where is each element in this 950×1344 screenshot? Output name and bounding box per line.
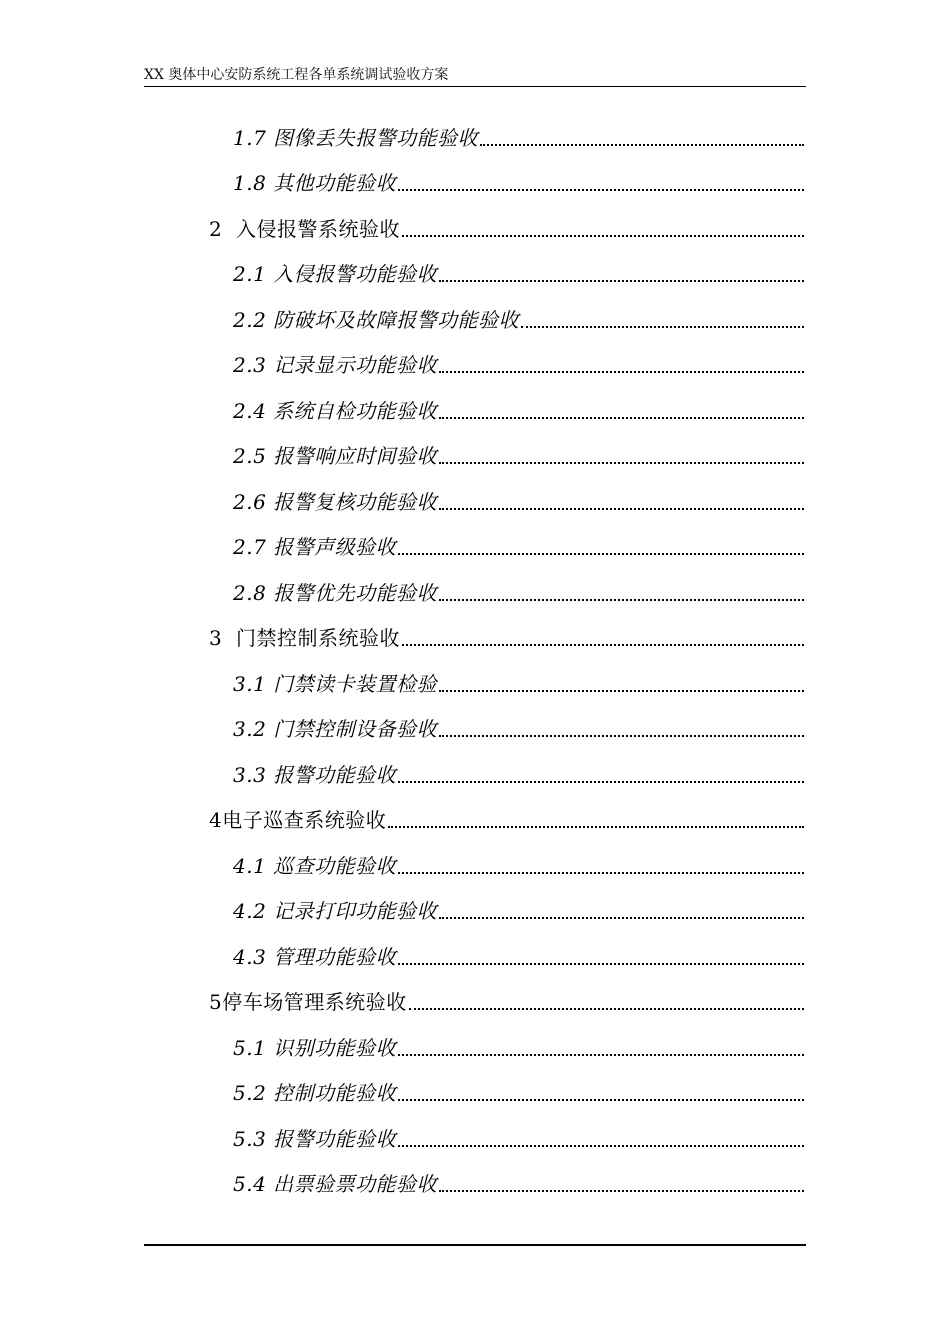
toc-dot-leader [398, 781, 804, 783]
toc-entry-text: 报警复核功能验收 [273, 489, 438, 514]
toc-entry-title [209, 806, 386, 834]
toc-entry-number: 4 [209, 808, 223, 833]
toc-entry-number: 2.8 [233, 580, 267, 605]
toc-entry-number: 2.4 [233, 398, 267, 423]
toc-entry[interactable] [0, 798, 804, 844]
toc-entry-number: 3 [209, 626, 223, 651]
toc-entry[interactable] [0, 1071, 804, 1117]
toc-dot-leader [398, 189, 804, 191]
toc-entry-number: 1.7 [233, 125, 267, 150]
toc-entry-title [209, 215, 400, 243]
toc-entry[interactable] [0, 1025, 804, 1071]
toc-entry-title [209, 624, 400, 652]
toc-entry-number: 5.4 [233, 1172, 267, 1197]
toc-dot-leader [398, 963, 804, 965]
toc-dot-leader [439, 417, 804, 419]
toc-entry-title [233, 579, 437, 607]
toc-entry[interactable] [0, 434, 804, 480]
toc-entry-number: 2.7 [233, 535, 267, 560]
toc-entry-number: 3.2 [233, 717, 267, 742]
toc-entry-text: 报警功能验收 [273, 1126, 397, 1151]
header-divider [144, 86, 806, 87]
page-header-title: XX 奥体中心安防系统工程各单系统调试验收方案 [144, 67, 449, 83]
toc-entry-title [233, 1034, 396, 1062]
toc-entry[interactable] [0, 752, 804, 798]
toc-entry[interactable] [0, 252, 804, 298]
toc-entry-title [233, 124, 478, 152]
toc-entry-spacer [222, 626, 236, 650]
footer-divider [144, 1244, 806, 1246]
toc-entry-title [233, 1125, 396, 1153]
toc-entry[interactable] [0, 934, 804, 980]
toc-entry-number: 4.1 [233, 853, 267, 878]
toc-entry[interactable] [0, 980, 804, 1026]
toc-dot-leader [439, 690, 804, 692]
toc-entry-title [233, 670, 437, 698]
toc-entry-text: 图像丢失报警功能验收 [273, 125, 479, 150]
toc-entry-text: 其他功能验收 [273, 171, 397, 196]
toc-entry-text: 门禁读卡装置检验 [273, 671, 438, 696]
toc-dot-leader [439, 599, 804, 601]
toc-entry[interactable] [0, 525, 804, 571]
toc-entry-text: 停车场管理系统验收 [222, 990, 407, 1015]
toc-entry-text: 报警响应时间验收 [273, 444, 438, 469]
toc-entry[interactable] [0, 479, 804, 525]
toc-entry-number: 5.3 [233, 1126, 267, 1151]
toc-entry-number: 4.3 [233, 944, 267, 969]
toc-entry[interactable] [0, 1116, 804, 1162]
toc-entry-text: 报警功能验收 [273, 762, 397, 787]
toc-dot-leader [480, 144, 804, 146]
toc-entry-text: 出票验票功能验收 [273, 1172, 438, 1197]
toc-entry-title [233, 260, 437, 288]
toc-entry-title [233, 897, 437, 925]
toc-entry[interactable] [0, 889, 804, 935]
toc-entry-text: 系统自检功能验收 [273, 398, 438, 423]
toc-entry-number: 2.2 [233, 307, 267, 332]
toc-entry-title [233, 533, 396, 561]
toc-dot-leader [398, 1099, 804, 1101]
toc-entry[interactable] [0, 206, 804, 252]
toc-entry-number: 5 [209, 990, 223, 1015]
toc-entry-number: 2.3 [233, 353, 267, 378]
toc-dot-leader [388, 826, 804, 828]
toc-entry[interactable] [0, 388, 804, 434]
toc-entry-text: 巡查功能验收 [273, 853, 397, 878]
toc-entry-title [233, 1079, 396, 1107]
toc-entry-number: 5.2 [233, 1081, 267, 1106]
toc-dot-leader [439, 371, 804, 373]
toc-entry-text: 识别功能验收 [273, 1035, 397, 1060]
toc-entry[interactable] [0, 115, 804, 161]
toc-entry-title [233, 351, 437, 379]
toc-entry-text: 记录打印功能验收 [273, 899, 438, 924]
toc-entry-text: 入侵报警功能验收 [273, 262, 438, 287]
toc-entry-number: 5.1 [233, 1035, 267, 1060]
toc-entry[interactable] [0, 661, 804, 707]
toc-entry[interactable] [0, 707, 804, 753]
toc-dot-leader [521, 326, 804, 328]
toc-entry-text: 报警优先功能验收 [273, 580, 438, 605]
toc-entry-title [233, 852, 396, 880]
toc-entry-number: 3.3 [233, 762, 267, 787]
toc-dot-leader [439, 508, 804, 510]
toc-dot-leader [402, 644, 804, 646]
toc-entry-text: 控制功能验收 [273, 1081, 397, 1106]
toc-dot-leader [439, 462, 804, 464]
toc-entry-text: 电子巡查系统验收 [222, 808, 387, 833]
toc-entry-title [233, 306, 519, 334]
toc-entry[interactable] [0, 843, 804, 889]
toc-entry-text: 入侵报警系统验收 [235, 216, 400, 241]
toc-entry-title [233, 397, 437, 425]
toc-entry-text: 门禁控制设备验收 [273, 717, 438, 742]
toc-entry-title [233, 943, 396, 971]
toc-entry-text: 管理功能验收 [273, 944, 397, 969]
toc-entry-title [233, 1170, 437, 1198]
toc-entry-text: 报警声级验收 [273, 535, 397, 560]
toc-entry-title [233, 442, 437, 470]
toc-dot-leader [439, 735, 804, 737]
toc-entry-number: 2.5 [233, 444, 267, 469]
toc-entry-spacer [222, 217, 236, 241]
table-of-contents [0, 115, 950, 1207]
toc-entry-number: 4.2 [233, 899, 267, 924]
toc-entry-number: 2.6 [233, 489, 267, 514]
toc-entry[interactable] [0, 343, 804, 389]
toc-entry[interactable] [0, 161, 804, 207]
toc-entry-number: 2 [209, 216, 223, 241]
toc-entry-title [233, 169, 396, 197]
toc-entry-number: 3.1 [233, 671, 267, 696]
toc-dot-leader [398, 553, 804, 555]
toc-dot-leader [439, 1190, 804, 1192]
toc-entry-number: 2.1 [233, 262, 267, 287]
toc-entry-title [233, 715, 437, 743]
toc-entry-title [233, 761, 396, 789]
toc-dot-leader [439, 917, 804, 919]
toc-dot-leader [398, 1054, 804, 1056]
toc-entry[interactable] [0, 1162, 804, 1208]
toc-entry-title [209, 988, 407, 1016]
toc-entry-text: 防破坏及故障报警功能验收 [273, 307, 520, 332]
toc-entry[interactable] [0, 616, 804, 662]
toc-dot-leader [398, 872, 804, 874]
toc-entry-title [233, 488, 437, 516]
toc-entry-text: 记录显示功能验收 [273, 353, 438, 378]
toc-dot-leader [409, 1008, 804, 1010]
toc-entry-text: 门禁控制系统验收 [235, 626, 400, 651]
toc-entry[interactable] [0, 570, 804, 616]
toc-dot-leader [402, 235, 804, 237]
toc-entry[interactable] [0, 297, 804, 343]
toc-entry-number: 1.8 [233, 171, 267, 196]
toc-dot-leader [398, 1145, 804, 1147]
toc-dot-leader [439, 280, 804, 282]
